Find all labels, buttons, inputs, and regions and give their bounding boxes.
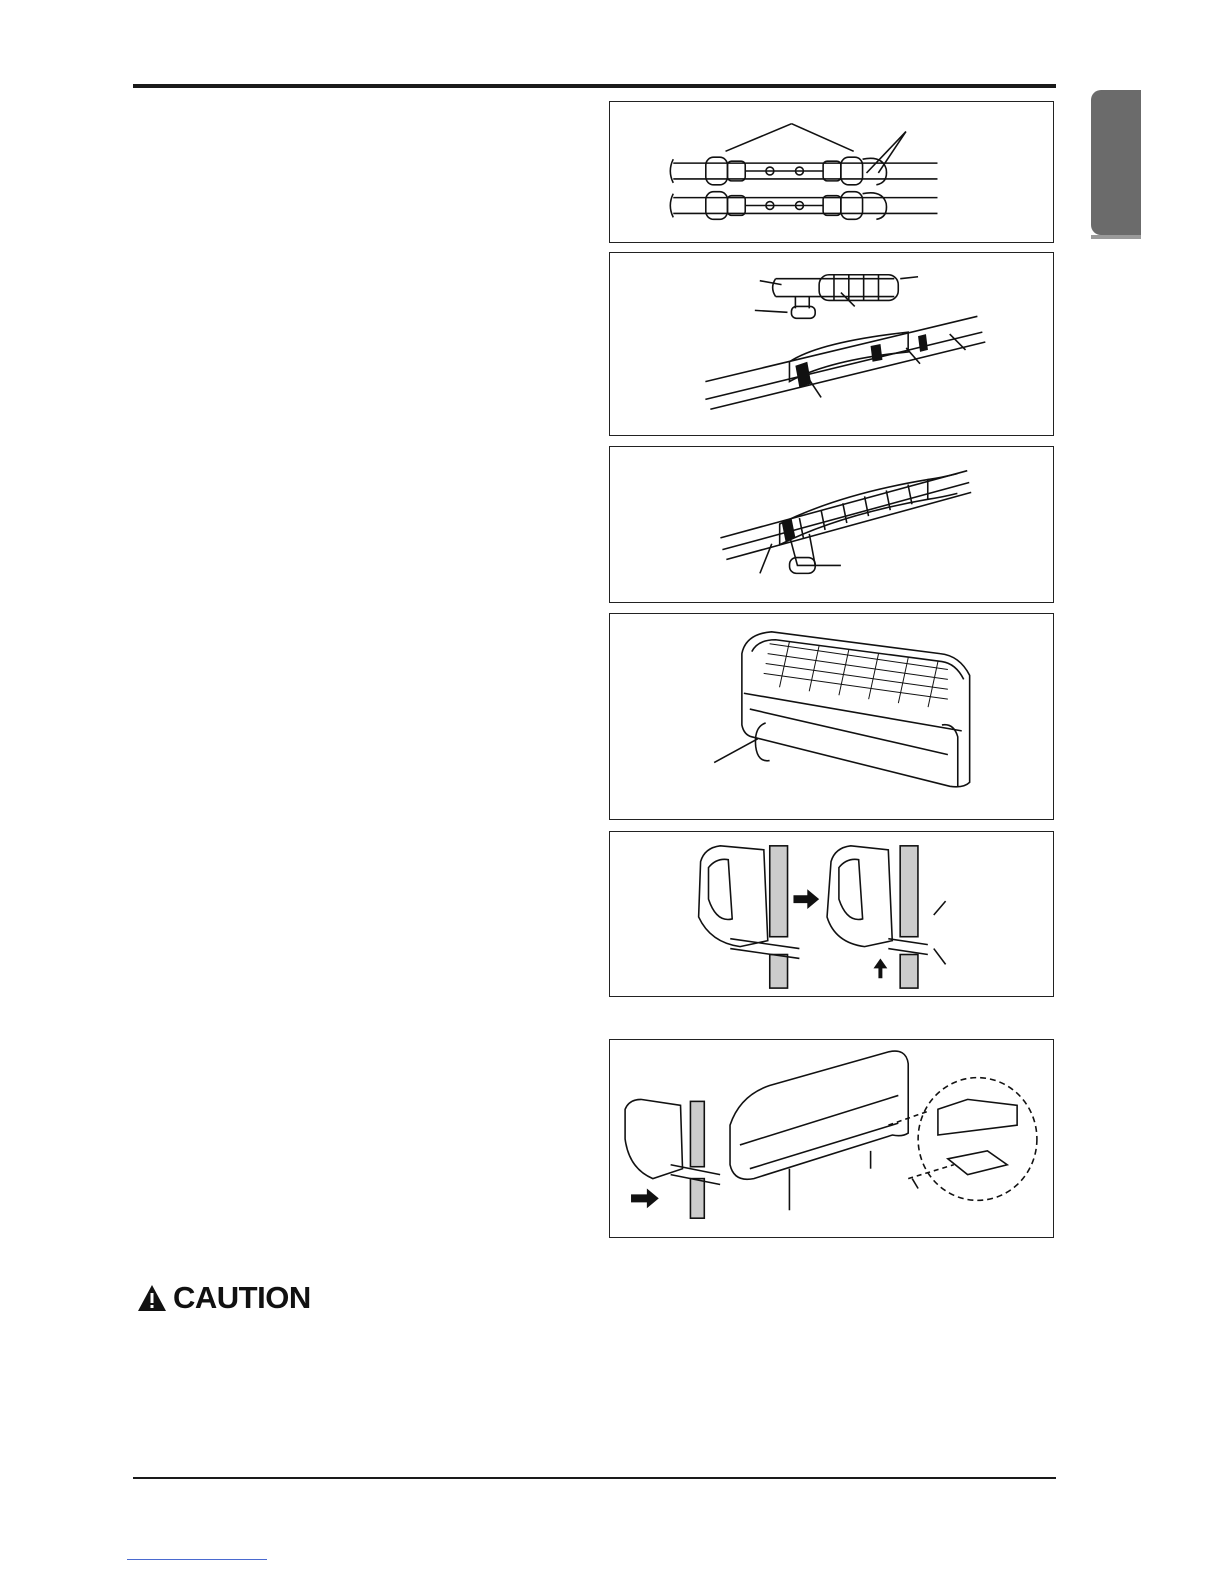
mounting-detail-illustration	[610, 1040, 1053, 1237]
figure-indoor-unit	[609, 613, 1054, 820]
figure-tape-roll	[609, 446, 1054, 603]
indoor-unit-illustration	[610, 614, 1053, 819]
arrow-right-icon	[631, 1188, 659, 1208]
header-rule	[133, 84, 1056, 88]
figure-wall-mount-steps	[609, 831, 1054, 997]
caution-heading	[137, 1280, 311, 1316]
tape-wrap-illustration	[610, 253, 1053, 435]
section-tab	[1091, 90, 1141, 235]
warning-triangle-icon	[137, 1284, 167, 1312]
pipe-joint-illustration	[610, 102, 1053, 242]
figure-mounting-detail	[609, 1039, 1054, 1238]
figure-pipe-joint	[609, 101, 1054, 243]
figure-tape-wrap	[609, 252, 1054, 436]
caution-label: CAUTION	[173, 1280, 311, 1315]
tape-roll-illustration	[610, 447, 1053, 602]
wall-mount-illustration	[610, 832, 1053, 996]
footer-link-underline[interactable]	[127, 1558, 267, 1560]
footer-rule	[133, 1477, 1056, 1479]
